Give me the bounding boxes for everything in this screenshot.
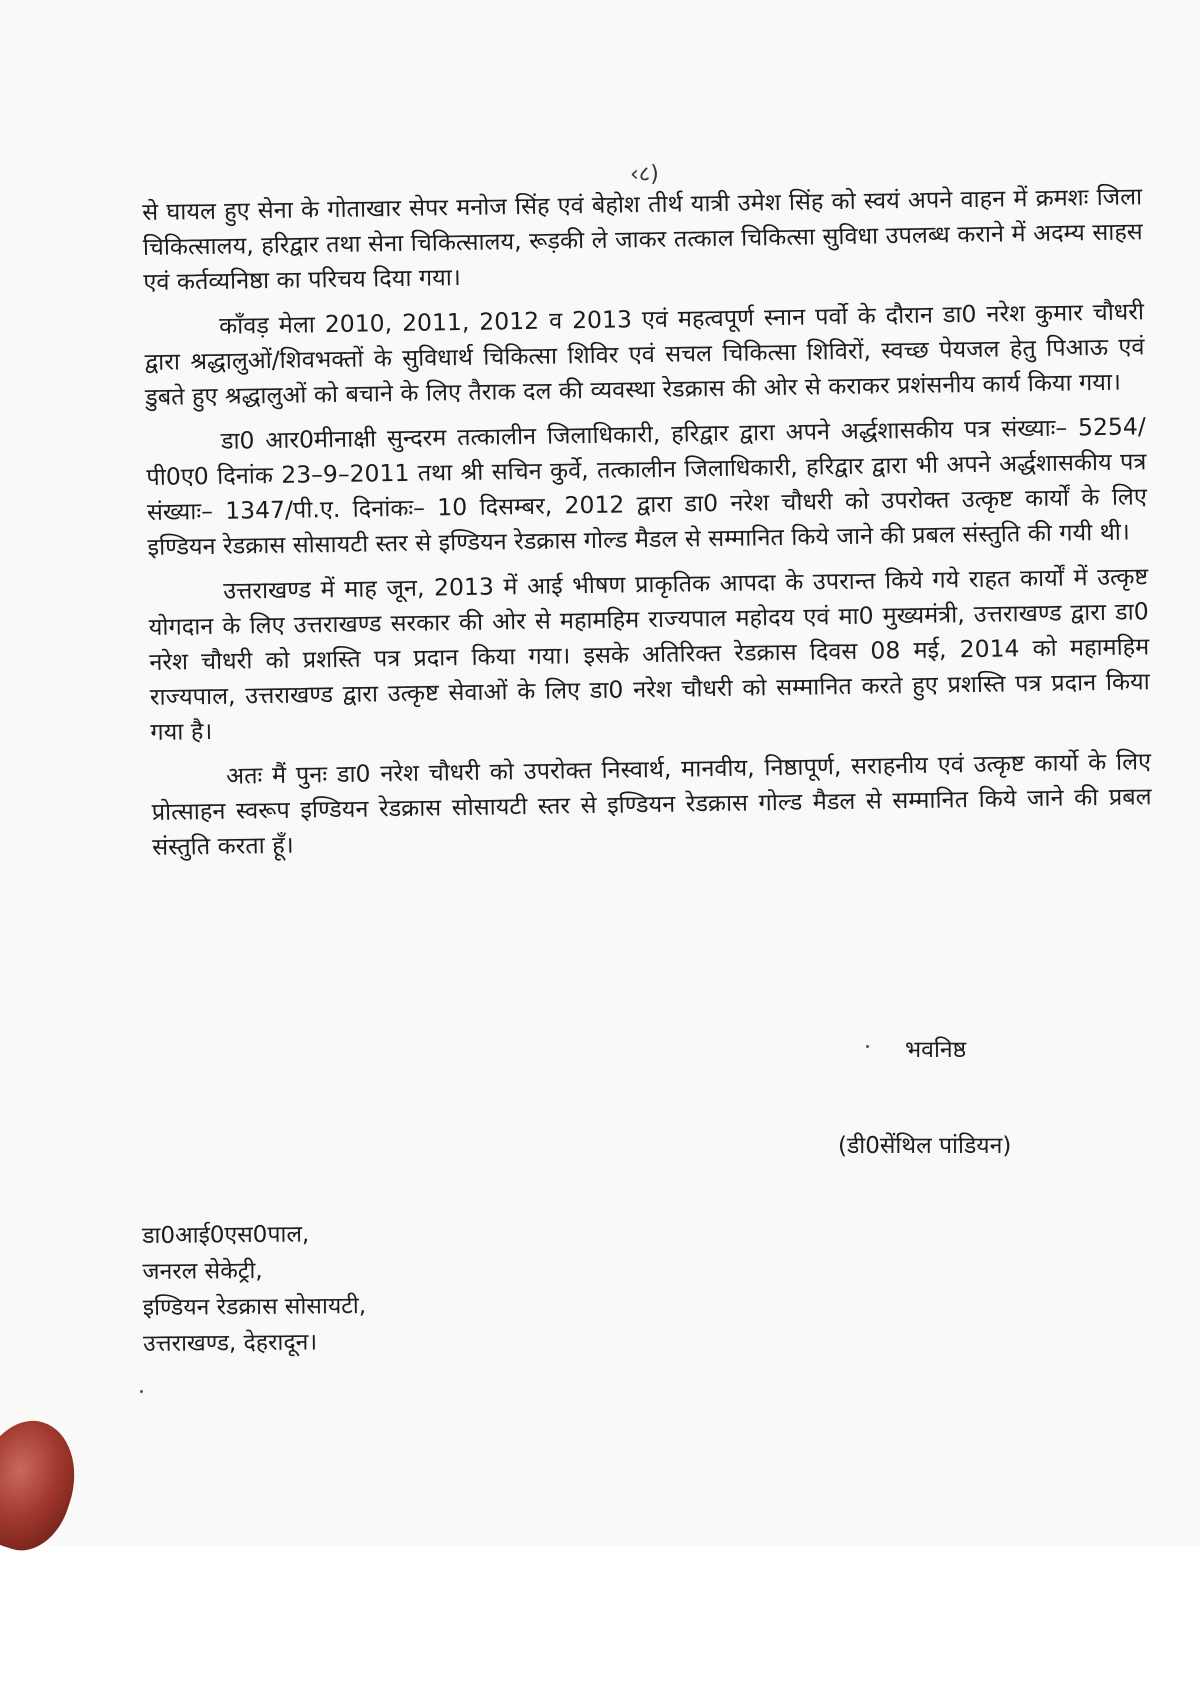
thumb-in-photo xyxy=(0,1409,91,1562)
recipient-line-3: इण्डियन रेडक्रास सोसायटी, xyxy=(142,1293,367,1321)
paragraph-4: उत्तराखण्ड में माह जून, 2013 में आई भीषण प्राकृतिक आपदा के उपरान्त किये गये राहत कार्यों में उत्कृष्ट योगदान के लिए उत्तराखण्ड सरकार की ओर से महामहिम राज्यपाल महोदय एवं मा0 मुख्यमंत्री, उत्तराखण्ड द्वारा डा0 नरेश चौधरी को प्रशस्ति पत्र प्रदान किया गया। इसके अतिरिक्त रेडक्रास दिवस 08 मई, 2014 को महामहिम राज्यपाल, उत्तराखण्ड द्वारा उत्कृष्ट सेवाओं के लिए डा0 नरेश चौधरी को सम्मानित करते हुए प्रशस्ति पत्र प्रदान किया गया है। xyxy=(148,562,1150,746)
speck-mark xyxy=(866,1045,869,1048)
paragraph-5: अतः मैं पुनः डा0 नरेश चौधरी को उपरोक्त निस्वार्थ, मानवीय, निष्ठापूर्ण, सराहनीय एवं उत्कृष्ट कार्यो के लिए प्रोत्साहन स्वरूप इण्डियन रेडक्रास सोसायटी स्तर से इण्डियन रेडक्रास गोल्ड मैडल से सम्मानित किये जाने की प्रबल संस्तुति करता हूँ। xyxy=(151,747,1152,861)
paragraph-2: काँवड़ मेला 2010, 2011, 2012 व 2013 एवं महत्वपूर्ण स्नान पर्वो के दौरान डा0 नरेश कुमार चौधरी द्वारा श्रद्धालुओं/शिवभक्तों के सुविधार्थ चिकित्सा शिविर एवं सचल चिकित्सा शिविरों, स्वच्छ पेयजल हेतु पिआऊ एवं डुबते हुए श्रद्धालुओं को बचाने के लिए तैराक दल की व्यवस्था रेडक्रास की ओर से कराकर प्रशंसनीय कार्य किया गया। xyxy=(144,297,1145,411)
closing-salutation: भवनिष्ठ xyxy=(905,1037,967,1063)
letter-body xyxy=(142,179,1153,875)
recipient-line-2: जनरल सेकेट्री, xyxy=(142,1257,263,1285)
recipient-line-1: डा0आई0एस0पाल, xyxy=(142,1221,310,1249)
paragraph-1: से घायल हुए सेना के गोताखार सेपर मनोज सिंह एवं बेहोश तीर्थ यात्री उमेश सिंह को स्वयं अपने वाहन में क्रमशः जिला चिकित्सालय, हरिद्वार तथा सेना चिकित्सालय, रूड़की ले जाकर तत्काल चिकित्सा सुविधा उपलब्ध कराने में अदम्य साहस एवं कर्तव्यनिष्ठा का परिचय दिया गया। xyxy=(142,182,1143,296)
signatory-name: (डी0सेंथिल पांडियन) xyxy=(838,1133,1012,1159)
recipient-line-4: उत्तराखण्ड, देहरादून। xyxy=(142,1329,318,1357)
page-number: ‹८) xyxy=(630,162,659,187)
speck-mark xyxy=(140,1390,143,1393)
paragraph-3: डा0 आर0मीनाक्षी सुन्दरम तत्कालीन जिलाधिकारी, हरिद्वार द्वारा अपने अर्द्धशासकीय पत्र संख्याः– 5254/पी0ए0 दिनांक 23–9–2011 तथा श्री सचिन कुर्वे, तत्कालीन जिलाधिकारी, हरिद्वार द्वारा भी अपने अर्द्धशासकीय पत्र संख्याः– 1347/पी.ए. दिनांकः– 10 दिसम्बर, 2012 द्वारा डा0 नरेश चौधरी को उपरोक्त उत्कृष्ट कार्यों के लिए इण्डियन रेडक्रास सोसायटी स्तर से इण्डियन रेडक्रास गोल्ड मैडल से सम्मानित किये जाने की प्रबल संस्तुति की गयी थी। xyxy=(146,412,1148,561)
recipient-address xyxy=(142,1216,367,1362)
